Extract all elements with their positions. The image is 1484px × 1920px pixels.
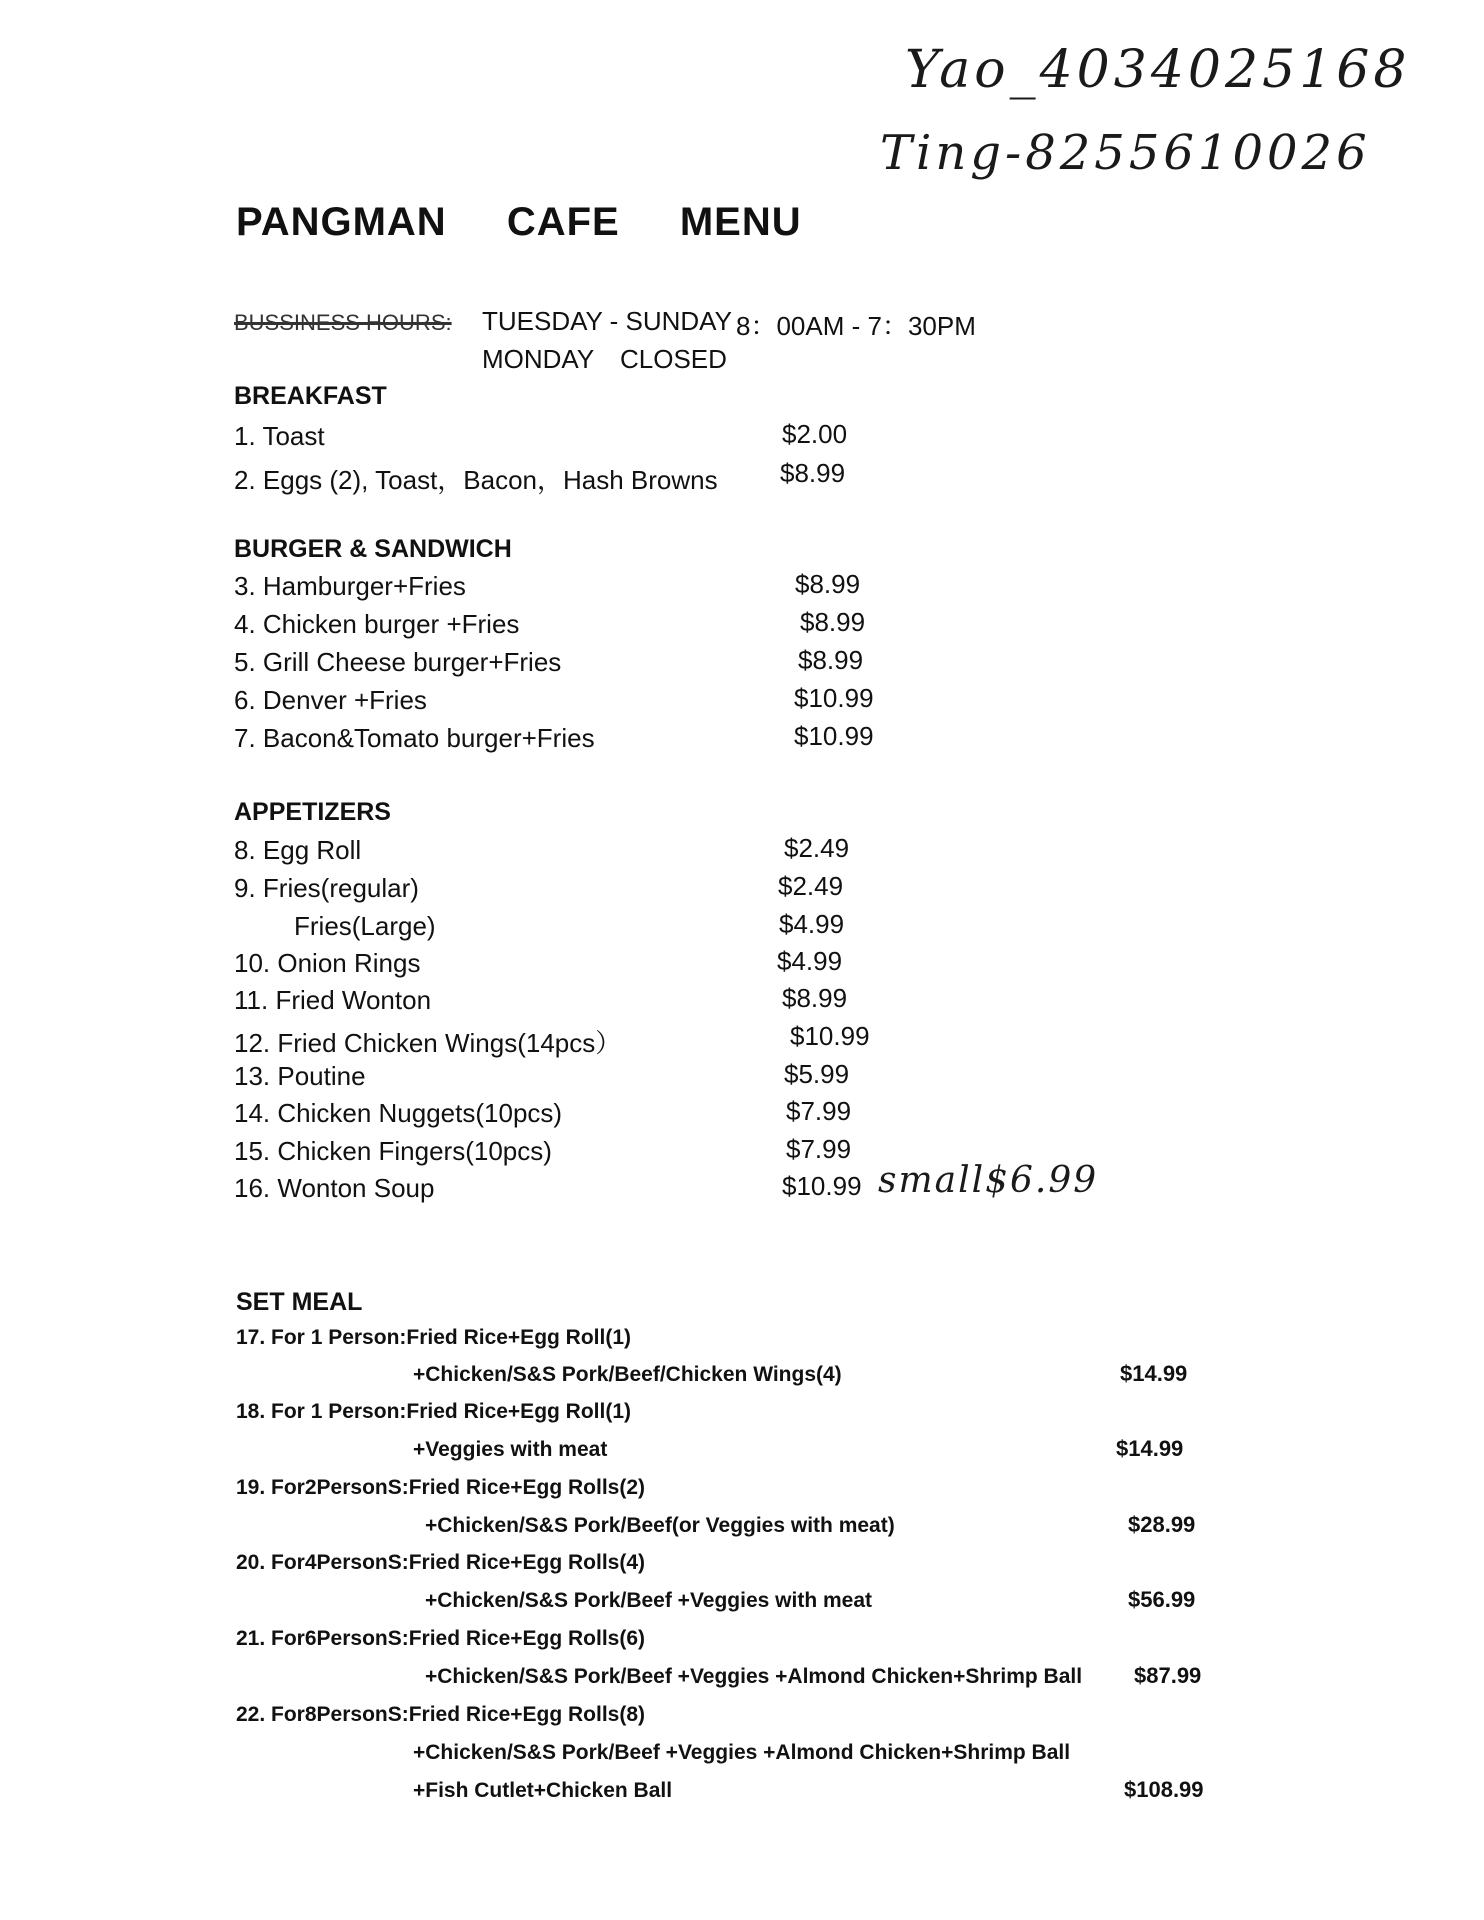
menu-item-price: $7.99: [786, 1134, 852, 1164]
menu-item-label: 11. Fried Wonton: [234, 985, 432, 1015]
set-meal-price: $87.99: [1134, 1663, 1202, 1688]
menu-item-price: $2.00: [782, 419, 848, 449]
menu-item-price: $10.99: [790, 1021, 870, 1051]
section-title-appetizers: APPETIZERS: [234, 798, 391, 826]
set-meal-line: 18. For 1 Person:Fried Rice+Egg Roll(1): [236, 1400, 632, 1423]
title-word-pangman: PANGMAN: [236, 200, 447, 244]
menu-item-label: 3. Hamburger+Fries: [234, 571, 466, 601]
set-meal-line: +Chicken/S&S Pork/Beef(or Veggies with meat): [425, 1514, 895, 1537]
hours-closed: CLOSED: [620, 344, 727, 374]
set-meal-line: 22. For8PersonS:Fried Rice+Egg Rolls(8): [236, 1703, 646, 1726]
hours-time: 8：00AM - 7：30PM: [736, 311, 976, 341]
set-meal-price: $108.99: [1124, 1777, 1204, 1802]
page-title: [236, 200, 802, 245]
menu-item-price: $2.49: [784, 833, 850, 863]
handwritten-soup-note: small$6.99: [878, 1160, 1099, 1201]
set-meal-line: 19. For2PersonS:Fried Rice+Egg Rolls(2): [236, 1476, 646, 1499]
menu-item-price: $8.99: [798, 645, 864, 675]
set-meal-price: $14.99: [1116, 1436, 1184, 1461]
menu-item-label: 2. Eggs (2), Toast，Bacon，Hash Browns: [234, 465, 718, 495]
menu-item-label: Fries(Large): [294, 911, 436, 941]
set-meal-line: +Chicken/S&S Pork/Beef +Veggies +Almond Chicken+Shrimp Ball: [413, 1741, 1071, 1764]
menu-item-price: $4.99: [779, 909, 845, 939]
menu-item-price: $7.99: [786, 1096, 852, 1126]
menu-item-label: 8. Egg Roll: [234, 835, 362, 865]
menu-item-price: $10.99: [782, 1171, 862, 1201]
set-meal-line: +Chicken/S&S Pork/Beef +Veggies with meat: [425, 1589, 872, 1612]
menu-item-price: $4.99: [777, 946, 843, 976]
menu-item-label: 13. Poutine: [234, 1061, 366, 1091]
set-meal-line: 20. For4PersonS:Fried Rice+Egg Rolls(4): [236, 1551, 646, 1574]
menu-item-label: 1. Toast: [234, 421, 325, 451]
menu-item-label: 10. Onion Rings: [234, 948, 421, 978]
section-title-burger: BURGER & SANDWICH: [234, 535, 512, 563]
menu-item-label: 5. Grill Cheese burger+Fries: [234, 647, 562, 677]
set-meal-price: $28.99: [1128, 1512, 1196, 1537]
menu-item-price: $8.99: [800, 607, 866, 637]
hours-label-crossed-out: BUSSINESS HOURS:: [234, 310, 452, 335]
menu-item-label: 6. Denver +Fries: [234, 685, 427, 715]
menu-item-price: $8.99: [795, 569, 861, 599]
set-meal-line: +Fish Cutlet+Chicken Ball: [413, 1779, 673, 1802]
menu-item-price: $10.99: [794, 683, 874, 713]
set-meal-price: $14.99: [1120, 1361, 1188, 1386]
set-meal-line: +Chicken/S&S Pork/Beef +Veggies +Almond Chicken+Shrimp Ball: [425, 1665, 1083, 1688]
menu-item-label: 12. Fried Chicken Wings(14pcs）: [234, 1028, 622, 1058]
hours-days: TUESDAY - SUNDAY: [482, 306, 732, 336]
menu-item-price: $5.99: [784, 1059, 850, 1089]
menu-item-label: 7. Bacon&Tomato burger+Fries: [234, 723, 595, 753]
handwritten-phone-yao: Yao_4034025168: [905, 40, 1411, 100]
menu-item-label: 14. Chicken Nuggets(10pcs): [234, 1098, 563, 1128]
section-title-set-meal: SET MEAL: [236, 1288, 363, 1316]
menu-item-label: 15. Chicken Fingers(10pcs): [234, 1136, 552, 1166]
menu-item-label: 4. Chicken burger +Fries: [234, 609, 520, 639]
title-word-cafe: CAFE: [506, 200, 620, 244]
set-meal-line: +Veggies with meat: [413, 1438, 608, 1461]
handwritten-phone-ting: Ting-8255610026: [880, 125, 1371, 181]
menu-item-price: $8.99: [780, 458, 846, 488]
set-meal-price: $56.99: [1128, 1587, 1196, 1612]
menu-item-price: $8.99: [782, 983, 848, 1013]
menu-item-label: 9. Fries(regular): [234, 873, 419, 903]
title-word-menu: MENU: [679, 200, 802, 244]
set-meal-line: +Chicken/S&S Pork/Beef/Chicken Wings(4): [413, 1363, 842, 1386]
section-title-breakfast: BREAKFAST: [234, 382, 387, 410]
menu-item-label: 16. Wonton Soup: [234, 1173, 435, 1203]
hours-closed-day: MONDAY: [482, 344, 595, 374]
menu-item-price: $2.49: [778, 871, 844, 901]
set-meal-line: 17. For 1 Person:Fried Rice+Egg Roll(1): [236, 1326, 632, 1349]
menu-item-price: $10.99: [794, 721, 874, 751]
set-meal-line: 21. For6PersonS:Fried Rice+Egg Rolls(6): [236, 1627, 646, 1650]
